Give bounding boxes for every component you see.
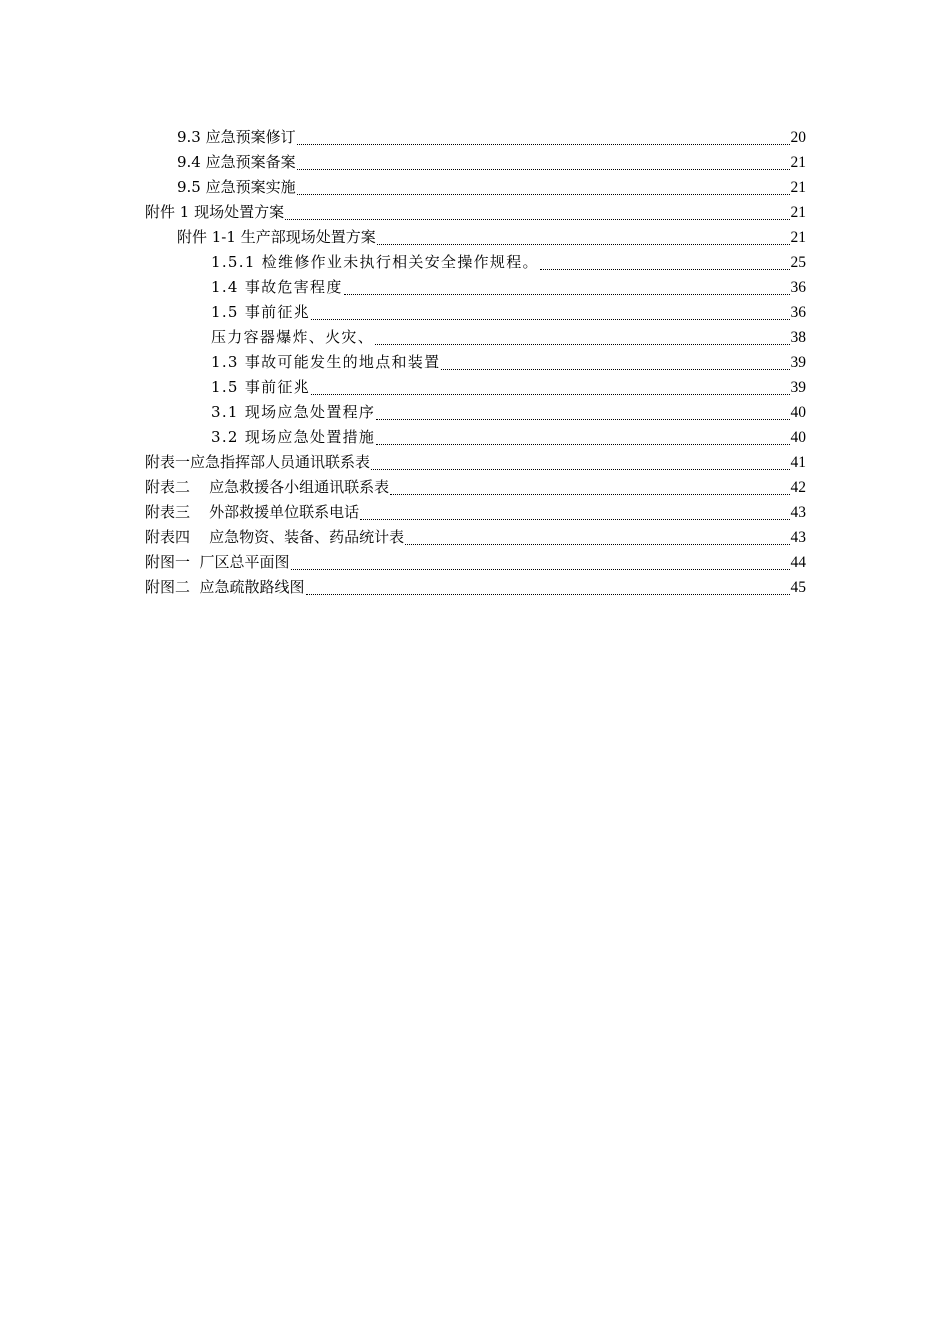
toc-entry[interactable] bbox=[211, 275, 806, 300]
dot-leader bbox=[375, 344, 789, 345]
toc-page-number: 42 bbox=[790, 479, 806, 496]
toc-entry[interactable] bbox=[145, 525, 806, 550]
toc-entry[interactable] bbox=[145, 475, 806, 500]
toc-page-number: 38 bbox=[790, 329, 806, 346]
toc-entry[interactable] bbox=[177, 125, 806, 150]
dot-leader bbox=[376, 419, 789, 420]
toc-page-number: 39 bbox=[790, 379, 806, 396]
toc-page-number: 36 bbox=[790, 304, 806, 321]
toc-entry-label: 1.4 事故危害程度 bbox=[211, 278, 343, 296]
toc-entry[interactable] bbox=[145, 575, 806, 600]
toc-page-number: 36 bbox=[790, 279, 806, 296]
toc-entry-label: 3.1 现场应急处置程序 bbox=[211, 403, 376, 421]
toc-entry[interactable] bbox=[177, 150, 806, 175]
toc-entry[interactable] bbox=[211, 425, 806, 450]
toc-entry[interactable] bbox=[145, 200, 806, 225]
toc-entry[interactable] bbox=[211, 400, 806, 425]
dot-leader bbox=[297, 194, 790, 195]
toc-page-number: 21 bbox=[790, 229, 806, 246]
toc-entry[interactable] bbox=[211, 375, 806, 400]
toc-entry[interactable] bbox=[145, 550, 806, 575]
dot-leader bbox=[390, 494, 789, 495]
toc-entry[interactable] bbox=[211, 250, 806, 275]
toc-page-number: 39 bbox=[790, 354, 806, 371]
dot-leader bbox=[285, 219, 789, 220]
toc-entry-label: 1.5.1 检维修作业未执行相关安全操作规程。 bbox=[211, 253, 539, 271]
dot-leader bbox=[306, 594, 790, 595]
dot-leader bbox=[291, 569, 790, 570]
toc-entry[interactable] bbox=[177, 175, 806, 200]
dot-leader bbox=[376, 444, 789, 445]
dot-leader bbox=[311, 394, 789, 395]
toc-entry-label: 压力容器爆炸、火灾、 bbox=[211, 328, 375, 346]
toc-entry-label: 附表三 外部救援单位联系电话 bbox=[145, 503, 360, 521]
toc-page-number: 43 bbox=[790, 529, 806, 546]
toc-entry-label: 9.4 应急预案备案 bbox=[177, 153, 296, 171]
toc-entry-label: 附图二 应急疏散路线图 bbox=[145, 578, 305, 596]
dot-leader bbox=[297, 169, 790, 170]
toc-page-number: 44 bbox=[790, 554, 806, 571]
toc-entry-label: 附表一应急指挥部人员通讯联系表 bbox=[145, 453, 371, 471]
toc-page-number: 41 bbox=[790, 454, 806, 471]
toc-entry[interactable] bbox=[211, 350, 806, 375]
toc-page-number: 40 bbox=[790, 429, 806, 446]
dot-leader bbox=[377, 244, 790, 245]
toc-entry[interactable] bbox=[145, 450, 806, 475]
toc-entry-label: 附件 1 现场处置方案 bbox=[145, 203, 285, 221]
toc-entry-label: 1.5 事前征兆 bbox=[211, 303, 311, 321]
toc-entry-label: 附表二 应急救援各小组通讯联系表 bbox=[145, 478, 390, 496]
toc-entry-label: 9.5 应急预案实施 bbox=[177, 178, 296, 196]
dot-leader bbox=[540, 269, 790, 270]
toc-entry-label: 1.3 事故可能发生的地点和装置 bbox=[211, 353, 441, 371]
toc-entry[interactable] bbox=[177, 225, 806, 250]
dot-leader bbox=[441, 369, 789, 370]
toc-page-number: 25 bbox=[790, 254, 806, 271]
toc-page-number: 21 bbox=[790, 154, 806, 171]
dot-leader bbox=[405, 544, 789, 545]
toc-page-number: 20 bbox=[790, 129, 806, 146]
dot-leader bbox=[297, 144, 790, 145]
toc-entry-label: 附件 1-1 生产部现场处置方案 bbox=[177, 228, 376, 246]
dot-leader bbox=[344, 294, 790, 295]
toc-page-number: 45 bbox=[790, 579, 806, 596]
toc-page-number: 43 bbox=[790, 504, 806, 521]
toc-entry-label: 附图一 厂区总平面图 bbox=[145, 553, 290, 571]
toc-entry[interactable] bbox=[211, 300, 806, 325]
toc-entry-label: 附表四 应急物资、装备、药品统计表 bbox=[145, 528, 405, 546]
toc-entry-label: 9.3 应急预案修订 bbox=[177, 128, 296, 146]
toc-entry[interactable] bbox=[145, 500, 806, 525]
dot-leader bbox=[371, 469, 789, 470]
toc-page-number: 21 bbox=[790, 179, 806, 196]
toc-page-number: 21 bbox=[790, 204, 806, 221]
toc-entry-label: 3.2 现场应急处置措施 bbox=[211, 428, 376, 446]
toc-page-number: 40 bbox=[790, 404, 806, 421]
dot-leader bbox=[360, 519, 789, 520]
dot-leader bbox=[311, 319, 789, 320]
toc-entry-label: 1.5 事前征兆 bbox=[211, 378, 311, 396]
toc-entry[interactable] bbox=[211, 325, 806, 350]
